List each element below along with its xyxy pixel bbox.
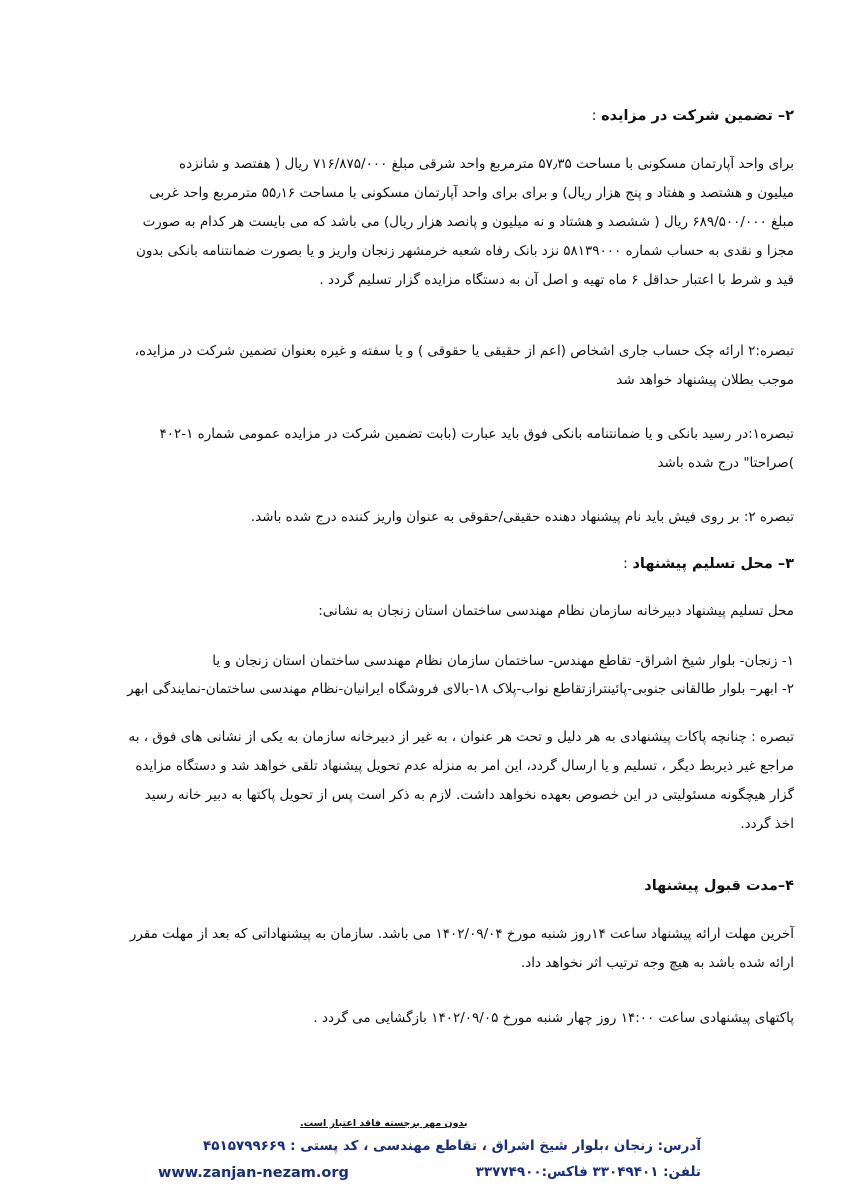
section-2-heading-colon: :	[591, 108, 602, 124]
note-line: اخذ گردد.	[740, 816, 794, 832]
section-3-note	[55, 723, 794, 839]
body-line: ارائه شده باشد به هیچ وجه ترتیب اثر نخواهد داد.	[520, 955, 794, 971]
section-2-body	[55, 150, 794, 295]
stamp-validity-note: بدون مهر برجسته فاقد اعتبار است.	[300, 1118, 468, 1129]
note-line: تبصره:۲ ارائه چک حساب جاری اشخاص (اعم از حقیقی یا حقوقی ) و یا سفته و غیره بعنوان تضمین شرکت در مزایده،	[134, 343, 794, 359]
note-line: مراجع غیر ذیربط دیگر ، تسلیم و یا ارسال گردد، این امر به منزله عدم تحویل پیشنهاد تلقی خواهد شد و دستگاه مزایده	[135, 758, 794, 774]
note-line: تبصره۱:در رسید بانکی و یا ضمانتنامه بانکی فوق باید عبارت (بابت تضمین شرکت در مزایده عمومی شماره ۱-۴۰۲	[159, 426, 794, 442]
section-3-heading-colon: :	[622, 556, 633, 572]
section-2-note-1	[55, 337, 794, 395]
section-4-body	[55, 920, 794, 978]
body-line: قید و شرط با اعتبار حداقل ۶ ماه تهیه و اصل آن به دستگاه مزایده گزار تسلیم گردد .	[319, 272, 794, 288]
intro-line: محل تسلیم پیشنهاد دبیرخانه سازمان نظام مهندسی ساختمان استان زنجان به نشانی:	[318, 603, 794, 619]
footer-phone-fax: تلفن: ۳۳۰۴۹۴۰۱ فاکس:۳۳۷۷۴۹۰۰	[475, 1164, 701, 1180]
section-4-heading-text: ۴–مدت قبول پیشنهاد	[644, 878, 794, 894]
note-line: موجب بطلان پیشنهاد خواهد شد	[616, 372, 794, 388]
body-line: میلیون و هشتصد و هفتاد و پنج هزار ریال) و برای برای واحد آپارتمان مسکونی با مساحت ۵۵٫۱۶ مترمربع واحد غربی	[149, 185, 794, 201]
body-line: برای واحد آپارتمان مسکونی با مساحت ۵۷٫۳۵ مترمربع واحد شرقی مبلغ ۷۱۶/۸۷۵/۰۰۰ ریال ( هفتصد و شانزده	[179, 156, 794, 172]
note-line: تبصره ۲: بر روی فیش باید نام پیشنهاد دهنده حقیقی/حقوقی به عنوان واریز کننده درج شده باشد.	[250, 509, 794, 525]
section-2-note-2	[55, 420, 794, 478]
footer-website-link[interactable]: www.zanjan-nezam.org	[158, 1165, 349, 1181]
section-3-heading	[623, 556, 794, 572]
section-2-heading	[592, 108, 794, 124]
section-3-heading-text: ۳– محل تسلیم پیشنهاد	[632, 556, 794, 572]
section-4-heading	[644, 878, 794, 894]
body-line: آخرین مهلت ارائه پیشنهاد ساعت ۱۴روز شنبه مورخ ۱۴۰۲/۰۹/۰۴ می باشد. سازمان به پیشنهاداتی که بعد از مهلت مقرر	[129, 926, 794, 942]
section-2-note-3	[55, 503, 794, 532]
body-line: مبلغ ۶۸۹/۵۰۰/۰۰۰ ریال ( ششصد و هشتاد و نه میلیون و پانصد هزار ریال) می باشد که می بایست هر کدام به صورت	[142, 214, 794, 230]
opening-line: پاکتهای پیشنهادی ساعت ۱۴:۰۰ روز چهار شنبه مورخ ۱۴۰۲/۰۹/۰۵ بازگشایی می گردد .	[313, 1010, 794, 1026]
address-list-item-1: ۱- زنجان- بلوار شیخ اشراق- تقاطع مهندس- ساختمان سازمان نظام مهندسی ساختمان استان زنجان و یا	[212, 653, 794, 669]
footer-address: آدرس: زنجان ،بلوار شیخ اشراق ، تقاطع مهندسی ، کد پستی : ۴۵۱۵۷۹۹۶۶۹	[203, 1138, 701, 1154]
section-4-opening	[55, 1004, 794, 1033]
address-list-item-2: ۲- ابهر– بلوار طالقانی جنوبی-پائینترازتقاطع نواب-پلاک ۱۸-بالای فروشگاه ایرانیان-نظام مهندسی ساختمان-نمایندگی ابهر	[127, 681, 794, 697]
section-2-heading-text: ۲– تضمین شرکت در مزایده	[601, 108, 794, 124]
note-line: گزار هیچگونه مسئولیتی در این خصوص بعهده نخواهد داشت. لازم به ذکر است پس از تحویل پاکتها به دبیر خانه رسید	[144, 787, 794, 803]
note-line: )صراحتا" درج شده باشد	[657, 455, 794, 471]
body-line: مجزا و نقدی به حساب شماره ۵۸۱۳۹۰۰۰ نزد بانک رفاه شعبه خرمشهر زنجان واریز و یا بصورت ضمانتنامه بانکی بدون	[135, 243, 794, 259]
section-3-intro	[55, 597, 794, 626]
note-line: تبصره : چنانچه پاکات پیشنهادی به هر دلیل و تحت هر عنوان ، به غیر از دبیرخانه سازمان به یکی از نشانی های فوق ، به	[128, 729, 794, 745]
